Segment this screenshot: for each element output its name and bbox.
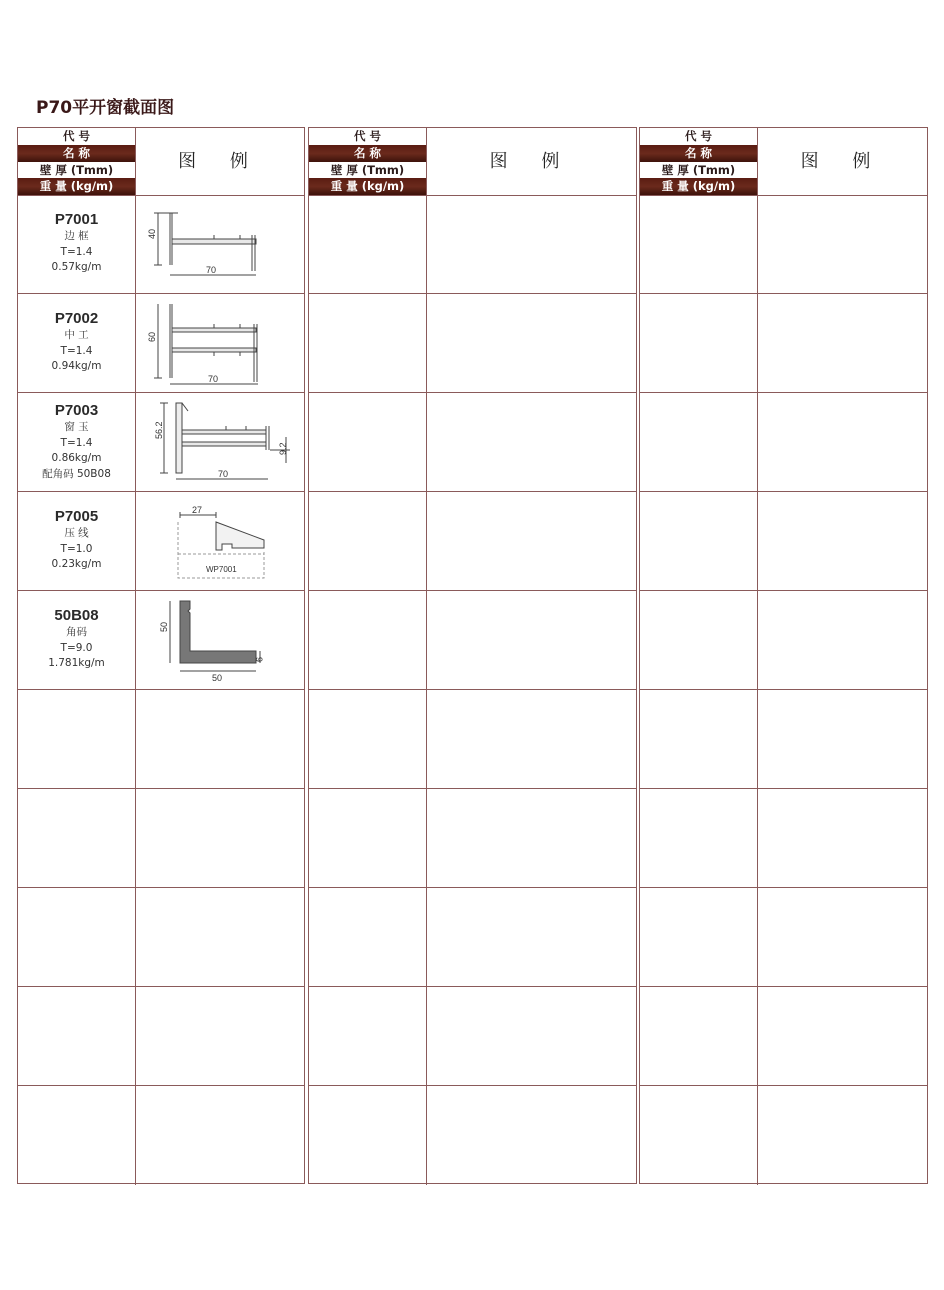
table-header: [640, 128, 927, 196]
header-thickness: 壁 厚 (Tmm): [640, 162, 757, 179]
table-row: [18, 393, 304, 492]
header-labels: [18, 128, 136, 195]
table-row-empty: [640, 492, 927, 591]
profile-code: P7002: [54, 310, 99, 327]
dim-height: 60: [147, 331, 157, 342]
header-weight: 重 量 (kg/m): [18, 178, 135, 195]
profile-thickness: T=9.0: [60, 641, 93, 654]
profile-name: 压 线: [64, 527, 89, 539]
table-row-empty: [640, 195, 927, 294]
header-figure: 图 例: [800, 151, 885, 172]
profile-info: [18, 294, 136, 392]
header-weight: 重 量 (kg/m): [640, 178, 757, 195]
dim-height: 50: [159, 621, 169, 632]
profile-name: 中 工: [64, 329, 89, 341]
table-block-3: [639, 127, 928, 1184]
profile-thickness: T=1.0: [60, 542, 93, 555]
header-thickness: 壁 厚 (Tmm): [18, 162, 135, 179]
dim-width: 70: [206, 265, 217, 275]
profile-weight: 0.23kg/m: [51, 558, 102, 570]
dim-width: 50: [212, 673, 223, 683]
table-block-2: [308, 127, 637, 1184]
table-row-empty: [18, 987, 304, 1086]
profile-p7003-diagram: [136, 393, 304, 491]
header-name: 名 称: [309, 145, 426, 162]
profile-50b08-diagram: [136, 591, 304, 689]
table-row: [18, 591, 304, 690]
profile-note: 配角码 50B08: [42, 467, 111, 480]
ref-profile-label: WP7001: [206, 565, 237, 574]
profile-thickness: T=1.4: [60, 344, 93, 357]
dim-height: 56.2: [154, 421, 164, 439]
profile-weight: 1.781kg/m: [48, 657, 105, 669]
table-row-empty: [309, 987, 636, 1086]
table-row-empty: [640, 789, 927, 888]
table-row-empty: [18, 888, 304, 987]
header-code: 代 号: [18, 128, 135, 145]
header-name: 名 称: [640, 145, 757, 162]
profile-code: P7001: [54, 211, 99, 228]
table-block-1: [17, 127, 305, 1184]
table-row: [18, 294, 304, 393]
profile-info: [18, 591, 136, 689]
header-weight: 重 量 (kg/m): [309, 178, 426, 195]
profile-weight: 0.57kg/m: [51, 261, 102, 273]
table-row-empty: [309, 1086, 636, 1185]
table-row-empty: [309, 888, 636, 987]
table-row-empty: [309, 789, 636, 888]
table-row-empty: [640, 888, 927, 987]
header-name: 名 称: [18, 145, 135, 162]
table-row-empty: [640, 393, 927, 492]
table-row-empty: [309, 393, 636, 492]
table-row-empty: [640, 987, 927, 1086]
profile-info: [18, 393, 136, 491]
table-row: [18, 195, 304, 294]
profile-thickness: T=1.4: [60, 245, 93, 258]
profile-info: [18, 492, 136, 590]
table-row-empty: [640, 294, 927, 393]
table-row-empty: [640, 591, 927, 690]
header-labels: [309, 128, 427, 195]
header-figure: 图 例: [178, 151, 262, 172]
dim-width: 70: [208, 374, 219, 384]
profile-name: 边 框: [64, 230, 89, 242]
table-header: [18, 128, 304, 196]
profile-code: P7003: [54, 402, 99, 419]
table-row-empty: [640, 1086, 927, 1185]
table-row-empty: [18, 1086, 304, 1185]
header-labels: [640, 128, 758, 195]
table-row-empty: [18, 690, 304, 789]
profile-weight: 0.94kg/m: [51, 360, 102, 372]
profile-code: 50B08: [54, 607, 99, 624]
profile-p7001-diagram: [136, 195, 304, 293]
header-code: 代 号: [309, 128, 426, 145]
table-row-empty: [309, 492, 636, 591]
profile-weight: 0.86kg/m: [51, 452, 102, 464]
dim-height: 40: [147, 228, 157, 239]
header-thickness: 壁 厚 (Tmm): [309, 162, 426, 179]
profile-info: [18, 195, 136, 293]
table-row-empty: [309, 591, 636, 690]
profile-p7005-diagram: [136, 492, 304, 590]
profile-name: 窗 玉: [64, 421, 89, 433]
dim-thickness: 9: [254, 657, 264, 663]
header-figure: 图 例: [489, 151, 574, 172]
profile-name: 角码: [66, 626, 87, 638]
profile-code: P7005: [54, 508, 99, 525]
header-code: 代 号: [640, 128, 757, 145]
table-row-empty: [640, 690, 927, 789]
dim-width: 27: [192, 505, 203, 515]
table-row-empty: [309, 294, 636, 393]
table-header: [309, 128, 636, 196]
profile-p7002-diagram: [136, 294, 304, 392]
profile-thickness: T=1.4: [60, 436, 93, 449]
profile-table: [17, 127, 928, 1184]
table-row-empty: [309, 195, 636, 294]
table-row-empty: [18, 789, 304, 888]
dim-offset: 9.2: [278, 442, 288, 455]
page-title: P70平开窗截面图: [36, 98, 175, 118]
table-row-empty: [309, 690, 636, 789]
table-row: [18, 492, 304, 591]
dim-width: 70: [218, 469, 229, 479]
